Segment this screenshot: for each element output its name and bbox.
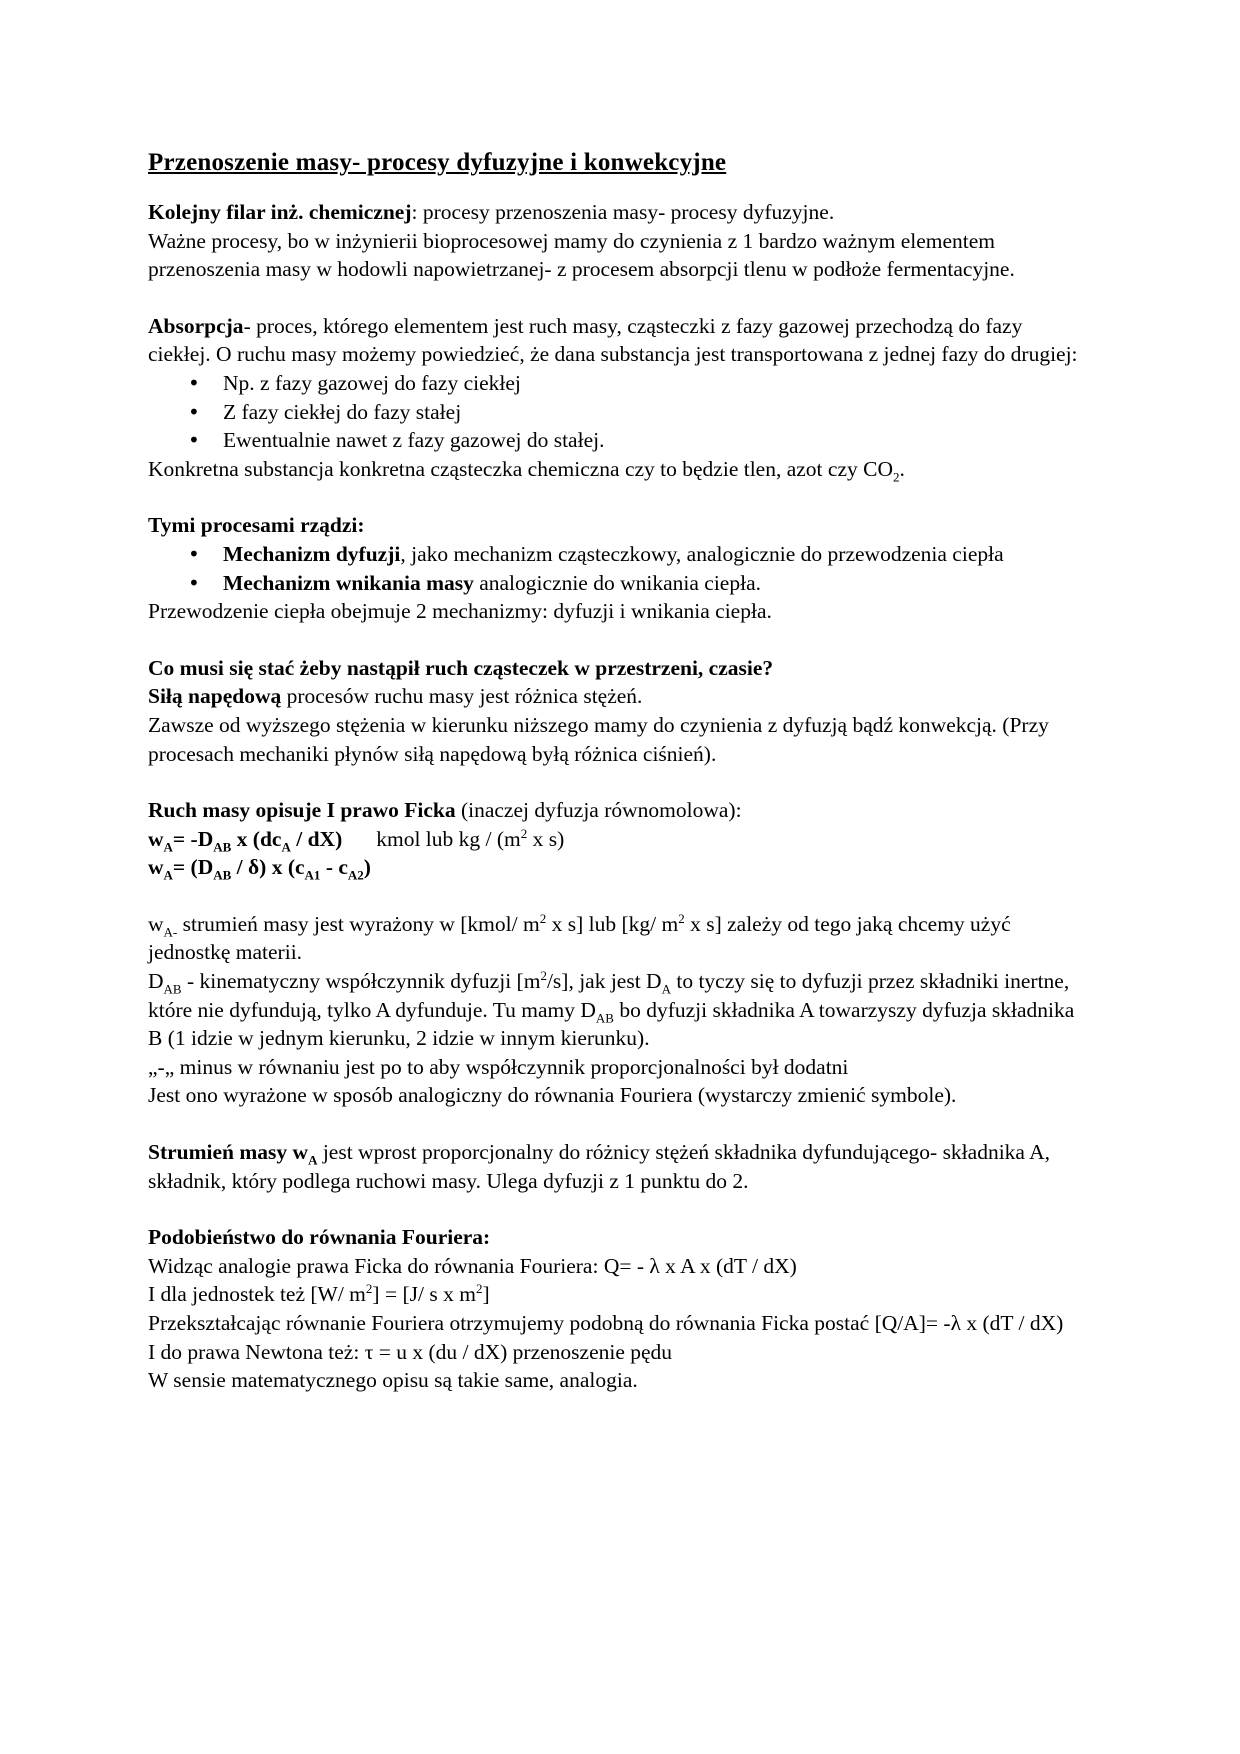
- govern-item-bold: Mechanizm dyfuzji: [223, 541, 401, 566]
- subscript: A: [163, 867, 173, 883]
- fourier-text: I dla jednostek też [W/ m: [148, 1282, 366, 1307]
- equation-bold: [148, 855, 371, 883]
- eq-part: ): [363, 855, 371, 880]
- subscript: A: [661, 981, 671, 997]
- eq-part: = (D: [172, 855, 214, 880]
- def-text: x s] zależy od tego jaką chcemy użyć jednostkę materii.: [148, 911, 1011, 965]
- intro-paragraph-2: Ważne procesy, bo w inżynierii bioprocesowej mamy do czynienia z 1 bardzo ważnym elementem przenoszenia masy w hodowli napowietrzanej- z procesem absorpcji tlenu w podłoże fermentacyjne.: [148, 228, 1015, 282]
- absorption-list: [148, 369, 1088, 455]
- fourier-heading: [148, 1223, 1088, 1252]
- subscript: A1: [304, 867, 321, 883]
- driving-force-text: procesów ruchu masy jest różnica stężeń.: [281, 684, 643, 709]
- govern-after: Przewodzenie ciepła obejmuje 2 mechanizmy: dyfuzji i wnikania ciepła.: [148, 599, 772, 624]
- fick-equation-1: [148, 825, 1088, 854]
- intro-bold: Kolejny filar inż. chemicznej: [148, 200, 412, 224]
- eq-symbol: w: [148, 855, 164, 880]
- fick-equation-2: [148, 853, 1088, 882]
- subscript: AB: [163, 981, 182, 997]
- page-title: Przenoszenie masy- procesy dyfuzyjne i konwekcyjne: [148, 149, 727, 176]
- def-text: bo dyfuzji składnika A towarzyszy dyfuzja składnika B (1 idzie w jednym kierunku, 2 idzie w innym kierunku).: [148, 997, 1075, 1051]
- fourier-heading-text: Podobieństwo do równania Fouriera:: [148, 1225, 491, 1250]
- fourier-line-1: Widząc analogie prawa Ficka do równania Fouriera: Q= - λ x A x (dT / dX): [148, 1253, 797, 1278]
- subscript: AB: [595, 1009, 614, 1025]
- superscript: 2: [539, 910, 547, 926]
- absorption-text: - proces, którego elementem jest ruch masy, cząsteczki z fazy gazowej przechodzą do fazy ciekłej. O ruchu masy możemy powiedzieć, że dana substancja jest transportowana z jednej fazy do drugiej:: [148, 313, 1078, 367]
- superscript: 2: [365, 1281, 373, 1297]
- fourier-line-4: I do prawa Newtona też: τ = u x (du / dX) przenoszenie pędu: [148, 1339, 673, 1364]
- govern-list: [148, 540, 1088, 597]
- intro-paragraph: [148, 198, 1088, 227]
- subscript: A: [308, 1152, 318, 1168]
- absorption-bold: Absorpcja: [148, 313, 244, 338]
- govern-item-bold: Mechanizm wnikania masy: [223, 570, 474, 595]
- absorption-paragraph: [148, 312, 1088, 369]
- govern-item-text: analogicznie do wnikania ciepła.: [473, 570, 761, 595]
- stream-bold: [148, 1140, 318, 1168]
- subscript: A: [281, 838, 291, 854]
- def-fourier: Jest ono wyrażone w sposób analogiczny do równania Fouriera (wystarczy zmienić symbole).: [148, 1083, 957, 1108]
- fick-heading-bold: Ruch masy opisuje I prawo Ficka: [148, 798, 456, 823]
- subscript: A-: [163, 924, 178, 940]
- question-heading: [148, 654, 1088, 683]
- list-item: • Z fazy ciekłej do fazy stałej: [148, 398, 1088, 427]
- superscript: 2: [678, 910, 685, 926]
- eq-part: = -D: [172, 826, 214, 851]
- absorption-after-end: .: [899, 456, 905, 481]
- def-text: - kinematyczny współczynnik dyfuzji [m: [181, 969, 541, 994]
- stream-bold-text: Strumień masy w: [148, 1140, 309, 1165]
- question-heading-text: Co musi się stać żeby nastąpił ruch cząsteczek w przestrzeni, czasie?: [148, 655, 774, 680]
- eq-units: x s): [527, 826, 565, 851]
- fick-heading: [148, 796, 1088, 825]
- list-item: [148, 540, 1088, 569]
- superscript: 2: [520, 825, 528, 841]
- fourier-text: ]: [482, 1282, 490, 1307]
- govern-item-text: , jako mechanizm cząsteczkowy, analogicznie do przewodzenia ciepła: [400, 541, 1004, 566]
- list-item: • Ewentualnie nawet z fazy gazowej do stałej.: [148, 426, 1088, 455]
- subscript: A2: [347, 867, 364, 883]
- govern-heading-text: Tymi procesami rządzi:: [148, 513, 365, 538]
- driving-force-bold: Siłą napędową: [148, 684, 282, 709]
- def-text: /s], jak jest D: [546, 969, 662, 994]
- absorption-after-text: Konkretna substancja konkretna cząsteczka chemiczna czy to będzie tlen, azot czy CO: [148, 456, 893, 481]
- govern-heading: [148, 511, 1088, 540]
- intro-text: : procesy przenoszenia masy- procesy dyfuzyjne.: [411, 200, 835, 224]
- def-text: to tyczy się to dyfuzji przez składniki inertne, które nie dyfundują, tylko A dyfunduje. Tu mamy D: [148, 969, 1070, 1022]
- list-item: • Np. z fazy gazowej do fazy ciekłej: [148, 369, 1088, 398]
- subscript: AB: [213, 838, 232, 854]
- def-text: x s] lub [kg/ m: [546, 911, 679, 936]
- eq-part: x (dc: [231, 826, 282, 851]
- driving-force: [148, 682, 1088, 711]
- eq-symbol: w: [148, 826, 164, 851]
- stream-text: jest wprost proporcjonalny do różnicy stężeń składnika dyfundującego- składnika A, składnik, który podlega ruchowi masy. Ulega dyfuzji z 1 punktu do 2.: [148, 1140, 1051, 1193]
- def-symbol: D: [148, 969, 164, 994]
- eq-units: kmol lub kg / (m: [376, 826, 521, 851]
- fourier-line-2: [148, 1280, 1088, 1309]
- def-d: [148, 967, 1088, 1053]
- fourier-line-3: Przekształcając równanie Fouriera otrzymujemy podobną do równania Ficka postać [Q/A]= -λ x (dT / dX): [148, 1311, 1064, 1335]
- subscript: AB: [213, 867, 232, 883]
- subscript: 2: [892, 469, 900, 485]
- absorption-after: [148, 455, 1088, 484]
- list-item: [148, 569, 1088, 598]
- eq-part: / δ) x (c: [231, 855, 305, 880]
- def-w: [148, 910, 1088, 967]
- eq-part: - c: [320, 855, 348, 880]
- equation-bold: [148, 826, 343, 854]
- superscript: 2: [540, 967, 547, 983]
- subscript: A: [163, 838, 173, 854]
- superscript: 2: [475, 1281, 483, 1297]
- def-symbol: w: [148, 911, 164, 936]
- eq-part: / dX): [290, 826, 343, 851]
- def-minus: „-„ minus w równaniu jest po to aby współczynnik proporcjonalności był dodatni: [148, 1054, 849, 1079]
- def-text: strumień masy jest wyrażony w [kmol/ m: [177, 911, 540, 936]
- document-body: [148, 146, 1088, 1395]
- question-text: Zawsze od wyższego stężenia w kierunku niższego mamy do czynienia z dyfuzją bądź konwekcją. (Przy procesach mechaniki płynów siłą napędową byłą różnica ciśnień).: [148, 712, 1049, 766]
- stream-paragraph: [148, 1138, 1088, 1195]
- fourier-text: ] = [J/ s x m: [372, 1282, 476, 1307]
- fick-heading-text: (inaczej dyfuzja równomolowa):: [455, 798, 742, 823]
- fourier-line-5: W sensie matematycznego opisu są takie same, analogia.: [148, 1368, 638, 1393]
